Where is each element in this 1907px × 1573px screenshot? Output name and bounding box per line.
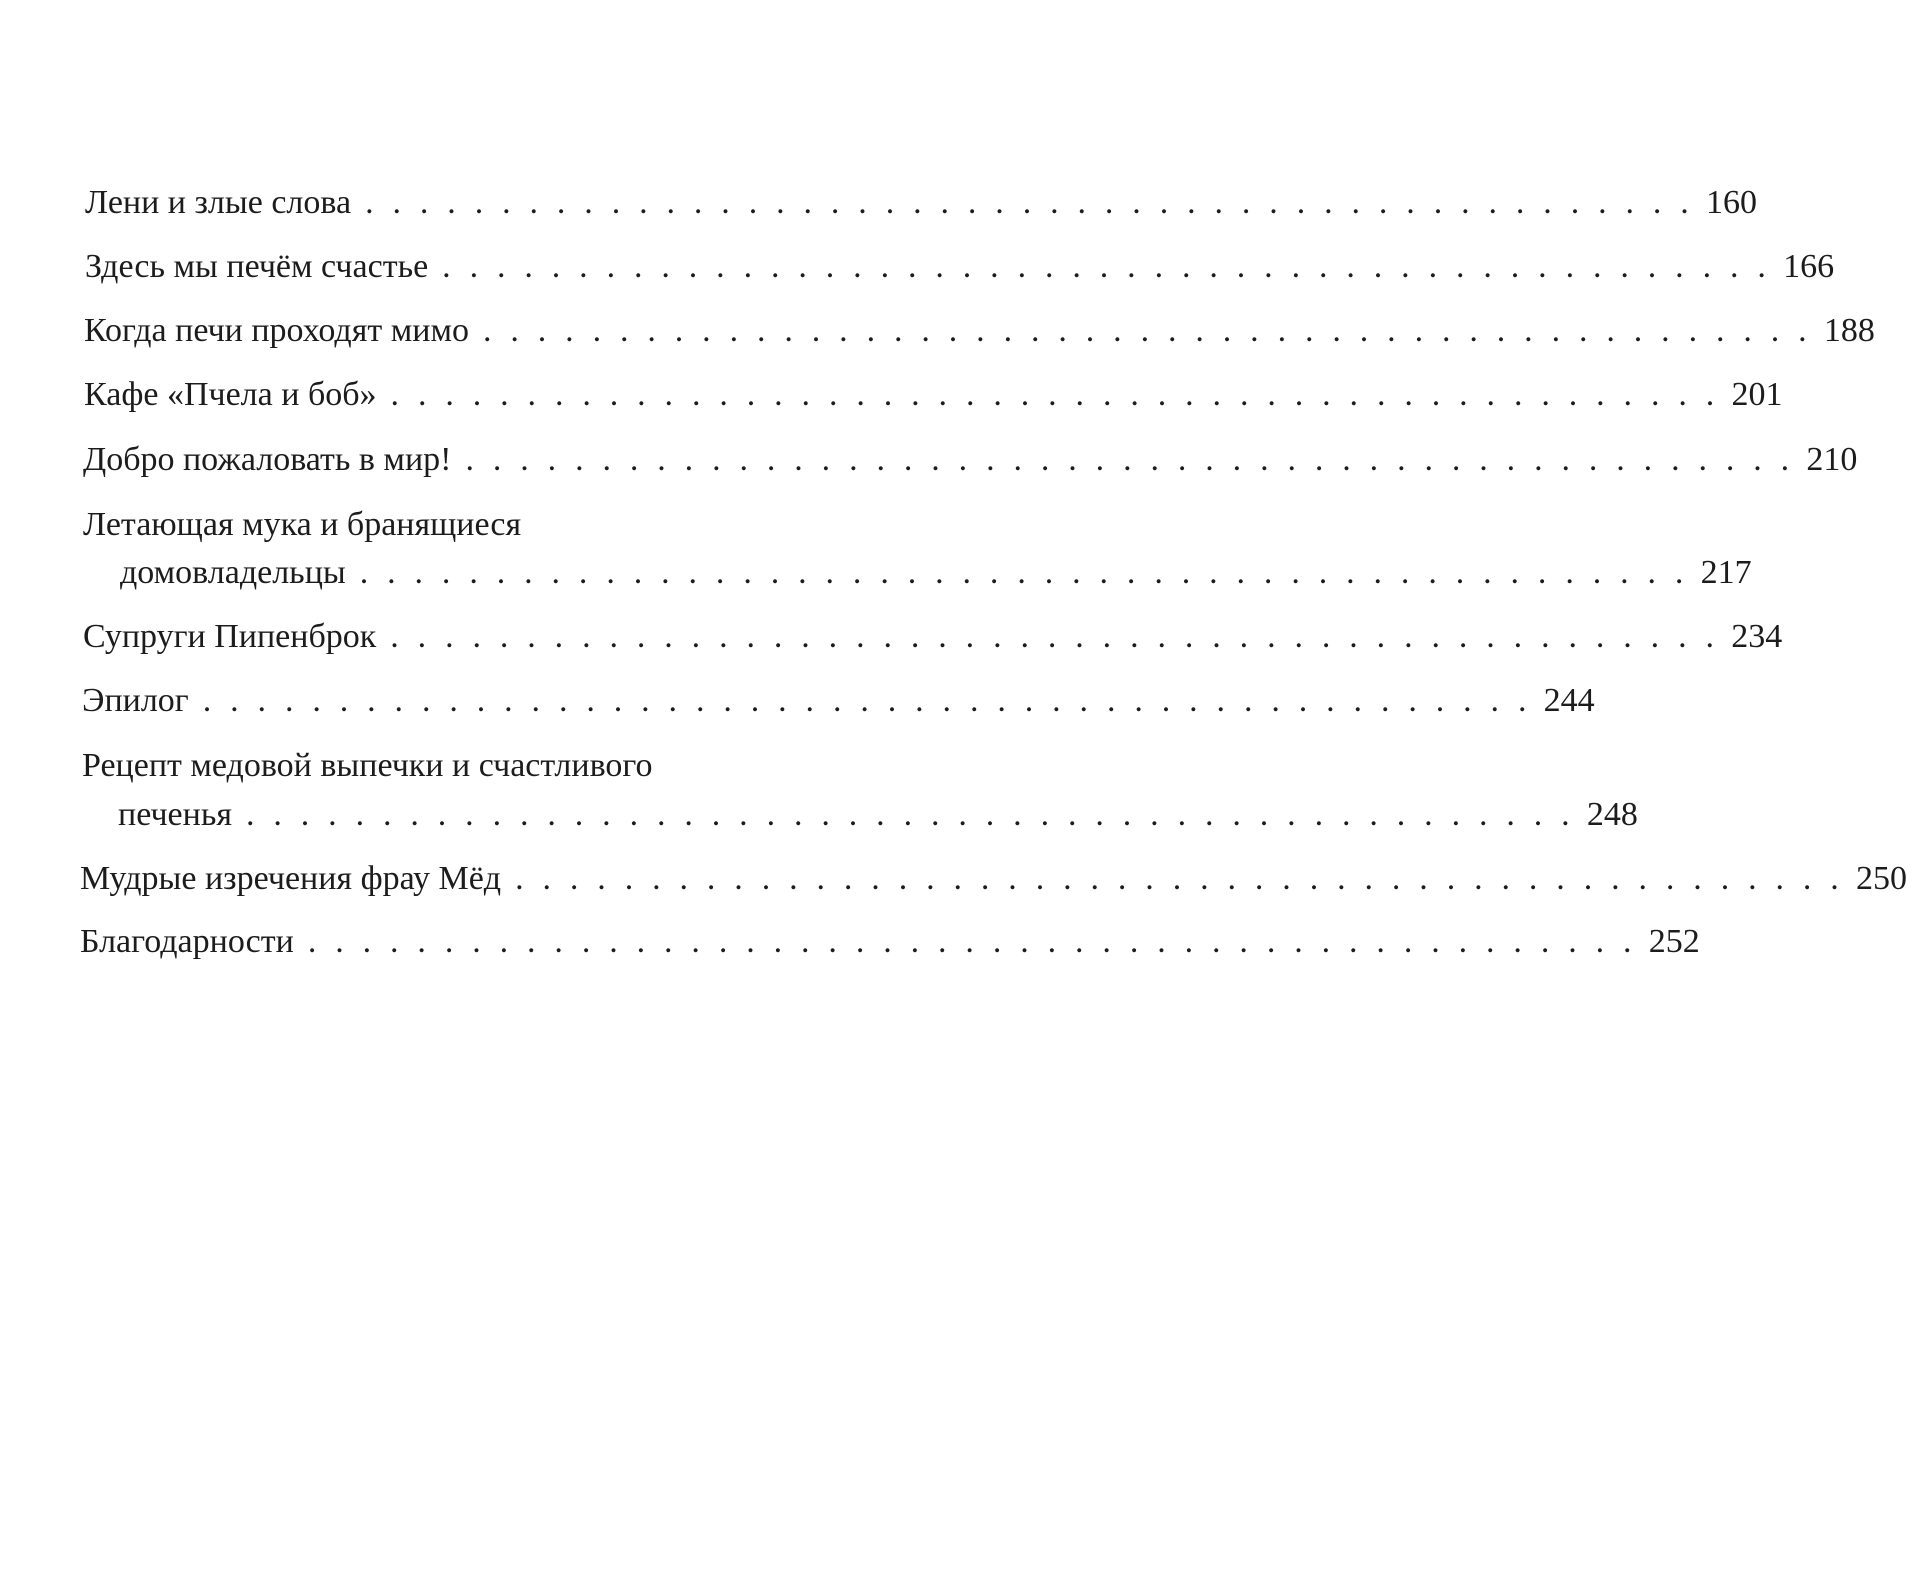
toc-page-number: 248 [1586,796,1638,833]
toc-leader-dots: . . . . . . . . . . . . . . . . . . . . . . . . . . . . . . . . . . . . . . . . . . . . . . . . . [465,441,1795,478]
toc-entry-title: Кафе «Пчела и боб» [84,376,377,413]
toc-leader-dots: . . . . . . . . . . . . . . . . . . . . . . . . . . . . . . . . . . . . . . . . . . . . . . . . . [515,860,1844,897]
toc-entry-title-line1: Рецепт медовой выпечки и счастливого [82,747,653,784]
toc-entry [84,375,1783,415]
toc-entry [85,247,1835,287]
toc-entry-title: Лени и злые слова [85,184,352,221]
toc-leader-dots: . . . . . . . . . . . . . . . . . . . . . . . . . . . . . . . . . . . . . . . . . . . . . . . . . [307,923,1637,960]
toc-entry-title-line2: печенья [118,796,232,833]
toc-entry [80,859,1907,899]
toc-entry [84,311,1875,351]
toc-page-number: 252 [1648,923,1700,960]
toc-leader-dots: . . . . . . . . . . . . . . . . . . . . . . . . . . . . . . . . . . . . . . . . . . . . . . . . . [390,618,1720,655]
toc-page-number: 244 [1543,682,1595,719]
toc-leader-dots: . . . . . . . . . . . . . . . . . . . . . . . . . . . . . . . . . . . . . . . . . . . . . . . . . [442,248,1772,285]
toc-entry-title: Когда печи проходят мимо [84,312,469,349]
toc-page-number: 201 [1731,376,1783,413]
toc-entry-title-line1: Летающая мука и бранящиеся [83,506,522,543]
toc-entry [80,922,1700,962]
toc-page-number: 210 [1806,441,1858,478]
toc-entry-title-line2: домовладельцы [120,554,346,591]
toc-entry [83,440,1858,480]
toc-leader-dots: . . . . . . . . . . . . . . . . . . . . . . . . . . . . . . . . . . . . . . . . . . . . . . . . . [390,376,1720,413]
toc-entry [85,183,1757,223]
toc-entry-title: Мудрые изречения фрау Мёд [80,860,502,897]
toc-page-number: 217 [1700,554,1752,591]
toc-entry-title: Супруги Пипенброк [83,618,377,655]
toc-leader-dots: . . . . . . . . . . . . . . . . . . . . . . . . . . . . . . . . . . . . . . . . . . . . . . . . . [359,554,1689,591]
toc-entry [118,795,1638,835]
toc-leader-dots: . . . . . . . . . . . . . . . . . . . . . . . . . . . . . . . . . . . . . . . . . . . . . . . . . [245,796,1575,833]
toc-entry-title: Благодарности [80,923,294,960]
toc-leader-dots: . . . . . . . . . . . . . . . . . . . . . . . . . . . . . . . . . . . . . . . . . . . . . . . . . [202,682,1532,719]
toc-entry-title: Добро пожаловать в мир! [83,441,452,478]
toc-page-number: 188 [1823,312,1875,349]
toc-page-number: 234 [1731,618,1783,655]
toc-entry [83,617,1783,657]
toc-leader-dots: . . . . . . . . . . . . . . . . . . . . . . . . . . . . . . . . . . . . . . . . . . . . . . . . . [365,184,1694,221]
toc-leader-dots: . . . . . . . . . . . . . . . . . . . . . . . . . . . . . . . . . . . . . . . . . . . . . . . . . [482,312,1812,349]
toc-entry-title: Эпилог [82,682,189,719]
toc-page-number: 160 [1706,184,1757,221]
toc-page-number: 250 [1856,860,1907,897]
toc-entry [82,681,1595,721]
toc-entry-title: Здесь мы печём счастье [85,248,429,285]
toc-entry [120,553,1752,593]
toc-page-number: 166 [1783,248,1835,285]
